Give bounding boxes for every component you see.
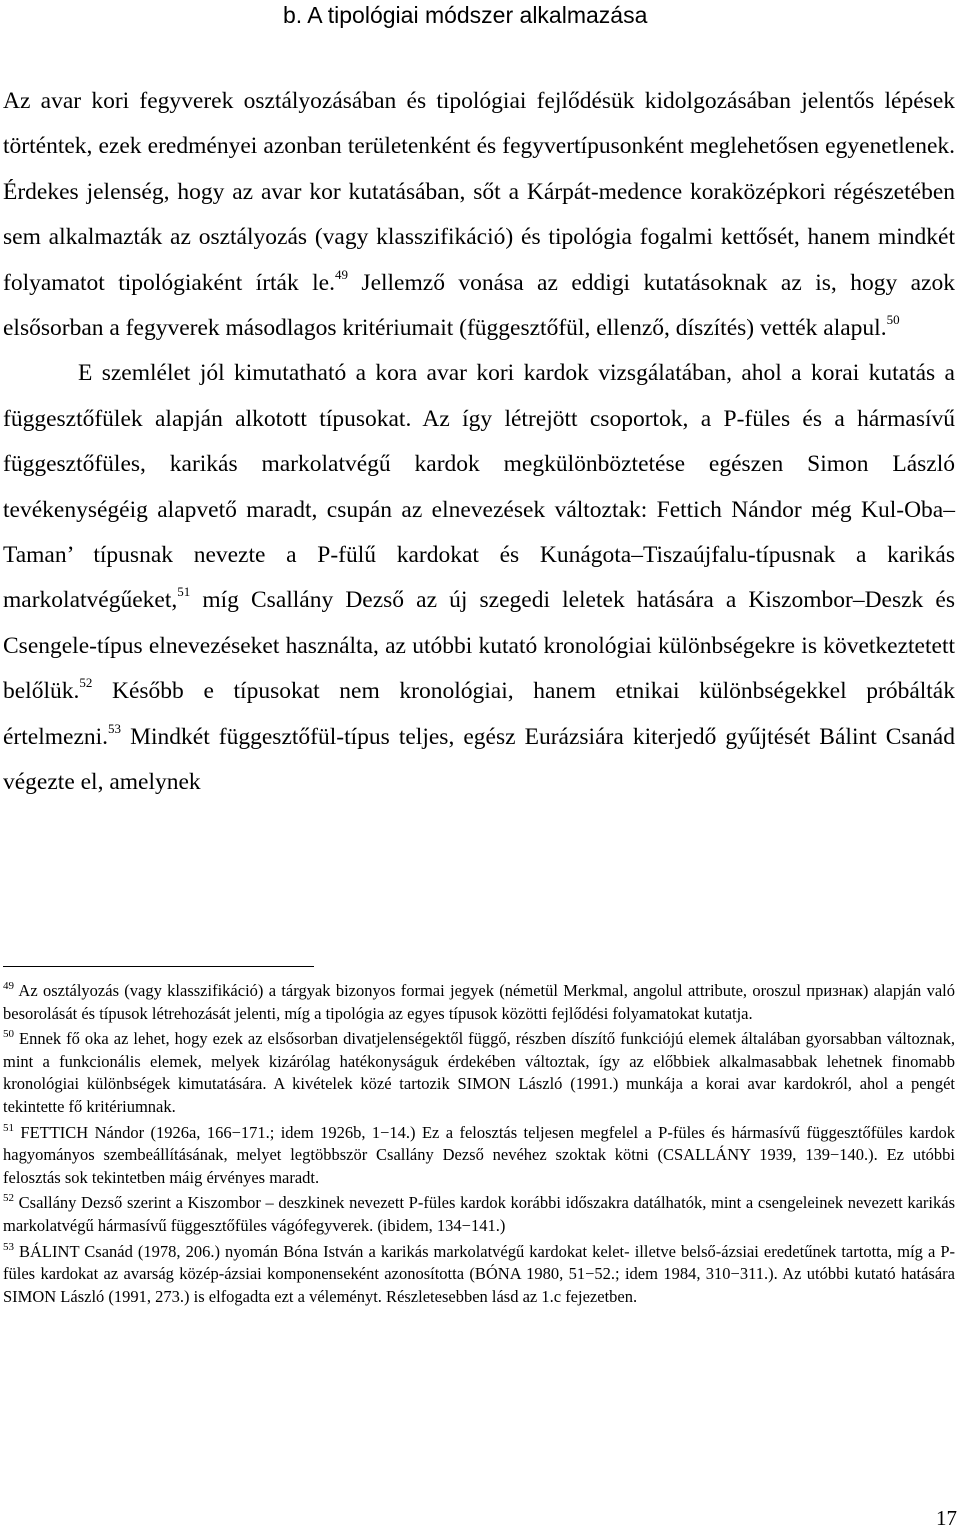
- footnotes: [3, 980, 955, 1311]
- paragraph-text: Jellemző vonása az eddigi kutatásoknak az is, hogy azok elsősorban a fegyverek másodlagos kritériumait (függesztőfül, ellenző, díszítés) vették alapul.: [3, 269, 955, 342]
- paragraph-text: E szemlélet jól kimutatható a kora avar kori kardok vizsgálatában, ahol a korai kutatás a függesztőfülek alapján alkotott típusokat. Az így létrejött csoportok, a P-füles és a hármasívű függesztőfüles, karikás markolatvégű kardok megkülönböztetése egészen Simon László tevékenységéig alapvető maradt, csupán az elnevezések változtak: Fettich Nándor még Kul-Oba–Taman’ típusnak nevezte a P-fülű kardokat és Kunágota–Tiszaújfalu-típusnak a karikás markolatvégűeket,: [3, 360, 955, 614]
- footnote-number: 51: [3, 1121, 14, 1134]
- footnote-text: BÁLINT Csanád (1978, 206.) nyomán Bóna István a karikás markolatvégű kardokat kelet- illetve belső-ázsiai eredetűnek tartotta, míg a P-füles kardokat az avarság közép-ázsiai komponenseként azonosította (BÓNA 1980, 51−52.; idem 1984, 310−311.). Az utóbbi kutató hatására SIMON László (1991, 273.) is elfogadta ezt a véleményt. Részletesebben lásd az 1.c fejezetben.: [3, 1241, 955, 1306]
- footnote-number: 50: [3, 1028, 14, 1041]
- paragraph-2: [3, 351, 955, 805]
- body-text: [3, 79, 955, 806]
- paragraph-text: míg Csallány Dezső az új szegedi leletek hatására a Kiszombor–Deszk és Csengele-típus elnevezéseket használta, az utóbbi kutató kronológiai különbségekre is következtetett belőlük.: [3, 587, 955, 705]
- section-heading: b. A tipológiai módszer alkalmazása: [283, 2, 648, 28]
- footnote-text: Ennek fő oka az lehet, hogy ezek az elsősorban divatjelenségektől függő, részben díszítő funkciójú elemek általában gyorsabban változnak, mint a funkcionális elemek, melyek kizárólag hatékonyságuk érdekében változtak, így az előbbiek alkalmasabbak lehetnek finomabb kronológiai különbségek kimutatására. A kivételek közé tartozik SIMON László (1991.) munkája a korai avar kardokról, ahol a pengét tekintette fő kritériumnak.: [3, 1029, 955, 1116]
- footnote-reference[interactable]: 52: [79, 675, 93, 691]
- footnote-reference[interactable]: 51: [177, 584, 191, 600]
- footnote-reference[interactable]: 50: [886, 312, 900, 328]
- footnote-reference[interactable]: 53: [108, 720, 122, 736]
- footnote-51: [3, 1122, 955, 1190]
- footnote-reference[interactable]: 49: [335, 266, 348, 282]
- footnote-number: 52: [3, 1192, 14, 1205]
- paragraph-text: Mindkét függesztőfül-típus teljes, egész Eurázsiára kiterjedő gyűjtését Bálint Csanád végezte el, amelynek: [3, 723, 955, 796]
- paragraph-1: [3, 79, 955, 351]
- footnote-number: 49: [3, 980, 14, 992]
- footnote-text: FETTICH Nándor (1926a, 166−171.; idem 1926b, 1−14.) Ez a felosztás teljesen megfelel a P-füles és hármasívű függesztőfüles kardok hagyományos szembeállításának, melyet legtöbbször Csallány Dezső nevéhez szoktak kötni (CSALLÁNY 1939, 139−140.). Ez utóbbi felosztás sok tekintetben máig érvényes maradt.: [3, 1122, 955, 1187]
- paragraph-text: Az avar kori fegyverek osztályozásában és tipológiai fejlődésük kidolgozásában jelentős lépések történtek, ezek eredményei azonban területenként és fegyvertípusonként meglehetősen egyenetlenek. Érdekes jelenség, hogy az avar kor kutatásában, sőt a Kárpát-medence koraközépkori régészetében sem alkalmazták az osztályozás (vagy klasszifikáció) és tipológia fogalmi kettősét, hanem mindkét folyamatot tipológiaként írták le.: [3, 88, 955, 296]
- footnote-text: Az osztályozás (vagy klasszifikáció) a tárgyak bizonyos formai jegyek (németül Merkmal, angolul attribute, oroszul признак) alapján való besorolását és típusok létrehozását jelenti, míg a tipológia az egyes típusok közötti fejlődési folyamatokat kutatja.: [3, 981, 955, 1023]
- footnote-number: 53: [3, 1240, 14, 1253]
- footnote-50: [3, 1028, 955, 1118]
- footnote-52: [3, 1192, 955, 1237]
- footnote-separator: [3, 966, 314, 967]
- page-number: 17: [936, 1506, 957, 1530]
- paragraph-text: Később e típusokat nem kronológiai, hanem etnikai különbségekkel próbálták értelmezni.: [3, 678, 955, 750]
- footnote-49: [3, 980, 955, 1025]
- footnote-53: [3, 1241, 955, 1309]
- footnote-text: Csallány Dezső szerint a Kiszombor – deszkinek nevezett P-füles kardok korábbi időszakra datálhatók, mint a csengeleinek nevezett karikás markolatvégű hármasívű függesztőfüles vágófegyverek. (ibidem, 134−141.): [3, 1193, 955, 1235]
